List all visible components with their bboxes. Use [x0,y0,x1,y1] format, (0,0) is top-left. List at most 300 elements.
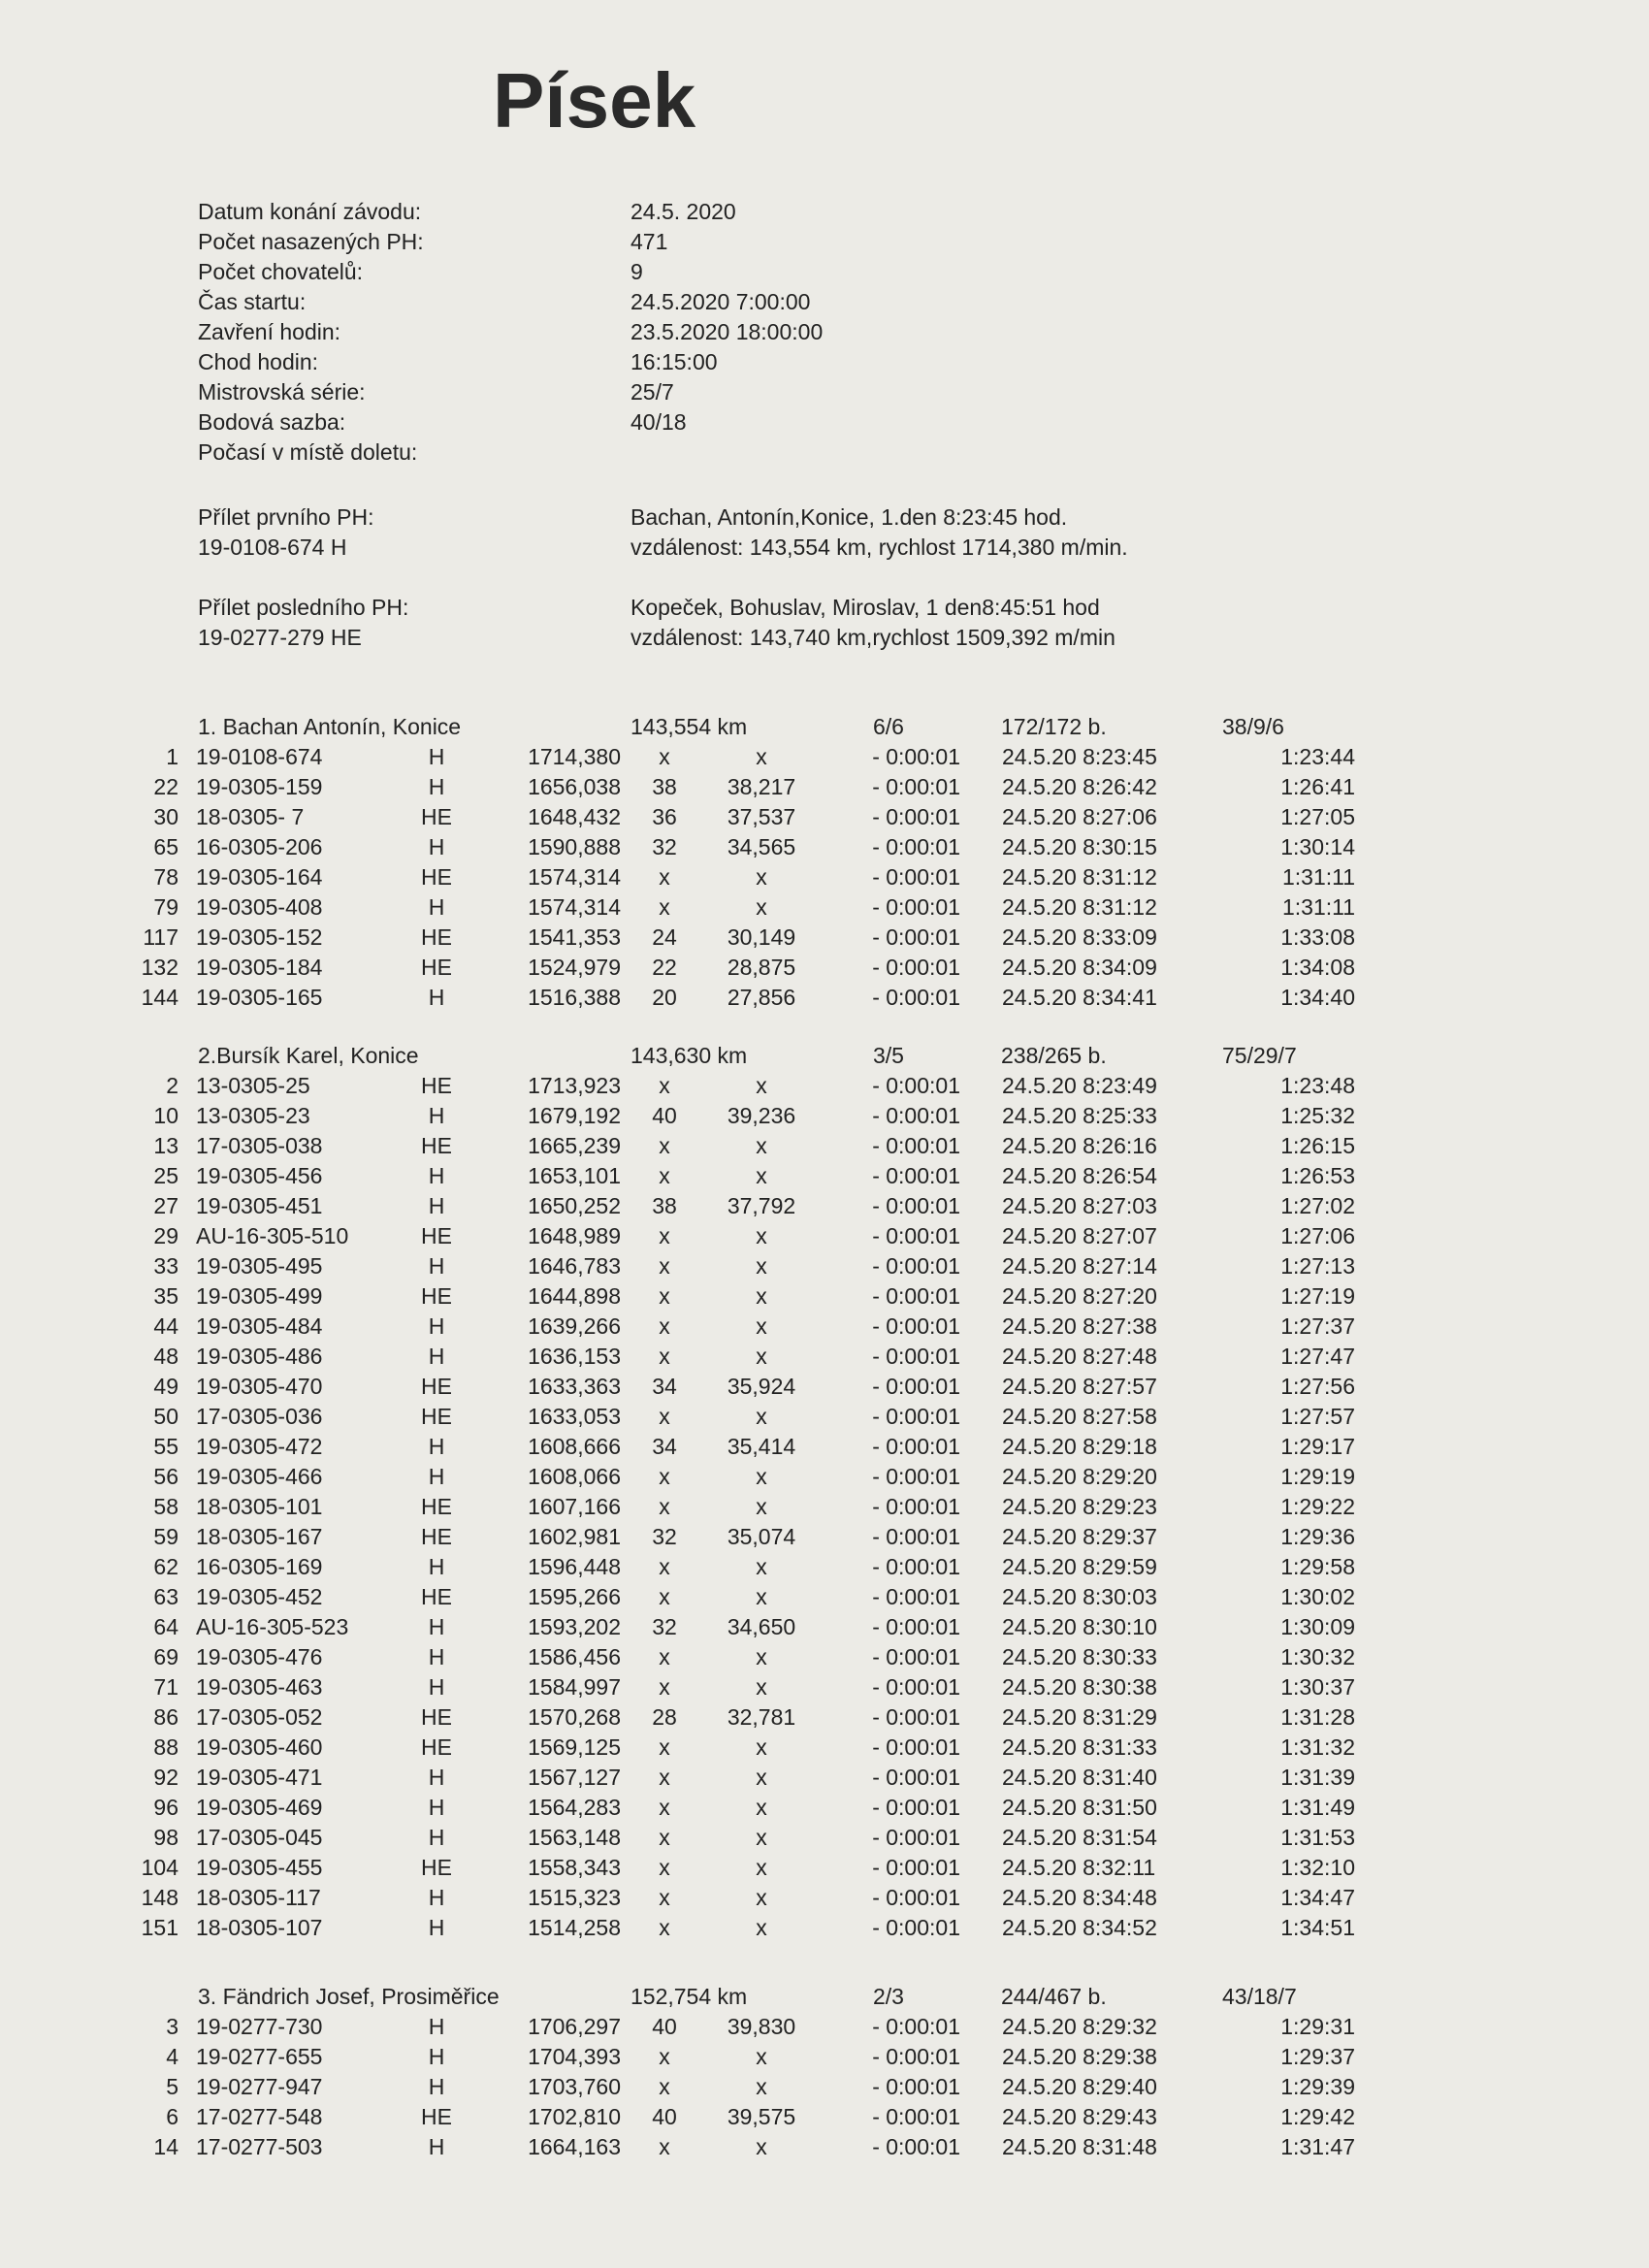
ring-number: 17-0305-036 [196,1404,323,1429]
arrival-time: 24.5.20 8:29:59 [1002,1554,1157,1579]
coefficient: 37,792 [727,1193,796,1218]
arrival-time: 24.5.20 8:31:40 [1002,1765,1157,1790]
arrival-time: 24.5.20 8:27:06 [1002,804,1157,829]
clock-correction: - 0:00:01 [872,1674,960,1700]
points: x [659,1644,670,1669]
sex: HE [421,1494,452,1519]
race-info-label: Bodová sazba: [198,409,346,435]
coefficient: x [756,1644,767,1669]
arrival-time: 24.5.20 8:30:15 [1002,834,1157,859]
table-row [0,1191,1649,1221]
sex: HE [421,955,452,980]
rank: 50 [153,1404,178,1429]
points: x [659,864,670,890]
arrival-time: 24.5.20 8:27:38 [1002,1313,1157,1339]
sex: HE [421,864,452,890]
table-row [0,1702,1649,1733]
breeder-name: 2.Bursík Karel, Konice [198,1043,419,1068]
ring-number: 19-0305-470 [196,1374,323,1399]
rank: 88 [153,1734,178,1760]
clock-correction: - 0:00:01 [872,1734,960,1760]
arrival-time: 24.5.20 8:27:20 [1002,1283,1157,1309]
ring-number: 19-0305-499 [196,1283,323,1309]
table-row [0,1071,1649,1101]
flight-time: 1:23:48 [1280,1073,1355,1098]
arrival-time: 24.5.20 8:23:45 [1002,744,1157,769]
rank: 104 [141,1855,178,1880]
table-row [0,802,1649,832]
speed: 1703,760 [528,2074,621,2099]
speed: 1706,297 [528,2014,621,2039]
flight-time: 1:29:17 [1280,1434,1355,1459]
ring-number: 18-0305- 7 [196,804,305,829]
table-row [0,2132,1649,2162]
last-arrival-label: Přílet posledního PH: [198,595,409,620]
arrival-time: 24.5.20 8:29:43 [1002,2104,1157,2129]
race-info-value: 9 [630,259,643,284]
points: x [659,1554,670,1579]
coefficient: x [756,1163,767,1188]
sex: HE [421,1133,452,1158]
points: 38 [652,774,677,799]
flight-time: 1:27:37 [1280,1313,1355,1339]
table-row [0,892,1649,923]
clock-correction: - 0:00:01 [872,1464,960,1489]
coefficient: 39,575 [727,2104,796,2129]
breeder-points: 238/265 b. [1001,1043,1107,1068]
ring-number: 19-0305-495 [196,1253,323,1279]
table-row [0,1913,1649,1943]
flight-time: 1:30:37 [1280,1674,1355,1700]
clock-correction: - 0:00:01 [872,1524,960,1549]
points: x [659,1765,670,1790]
ring-number: AU-16-305-510 [196,1223,349,1248]
flight-time: 1:23:44 [1280,744,1355,769]
rank: 3 [166,2014,178,2039]
arrival-time: 24.5.20 8:32:11 [1002,1855,1156,1880]
sex: H [428,1885,445,1910]
ring-number: 19-0305-408 [196,894,323,920]
coefficient: x [756,1494,767,1519]
table-row [0,1883,1649,1913]
speed: 1541,353 [528,924,621,950]
flight-time: 1:29:22 [1280,1494,1355,1519]
flight-time: 1:29:31 [1280,2014,1355,2039]
ring-number: 19-0305-471 [196,1765,323,1790]
race-info-label: Chod hodin: [198,349,319,374]
flight-time: 1:31:39 [1280,1765,1355,1790]
coefficient: x [756,1885,767,1910]
points: x [659,894,670,920]
points: x [659,1133,670,1158]
arrival-time: 24.5.20 8:31:33 [1002,1734,1157,1760]
speed: 1586,456 [528,1644,621,1669]
first-arrival-line1: Bachan, Antonín,Konice, 1.den 8:23:45 hod. [630,504,1068,530]
sex: H [428,1644,445,1669]
ring-number: 19-0305-472 [196,1434,323,1459]
flight-time: 1:32:10 [1280,1855,1355,1880]
clock-correction: - 0:00:01 [872,2044,960,2069]
arrival-time: 24.5.20 8:25:33 [1002,1103,1157,1128]
breeder-distance: 152,754 km [630,1984,748,2009]
clock-correction: - 0:00:01 [872,864,960,890]
rank: 65 [153,834,178,859]
speed: 1567,127 [528,1765,621,1790]
rank: 35 [153,1283,178,1309]
clock-correction: - 0:00:01 [872,774,960,799]
coefficient: x [756,1554,767,1579]
flight-time: 1:30:32 [1280,1644,1355,1669]
rank: 10 [153,1103,178,1128]
rank: 98 [153,1825,178,1850]
coefficient: 34,650 [727,1614,796,1639]
flight-time: 1:27:19 [1280,1283,1355,1309]
ring-number: 19-0305-165 [196,985,323,1010]
race-info-label: Mistrovská série: [198,379,366,405]
sex: H [428,1464,445,1489]
points: 40 [652,2104,677,2129]
arrival-time: 24.5.20 8:27:03 [1002,1193,1157,1218]
ring-number: 19-0305-486 [196,1344,323,1369]
coefficient: x [756,1795,767,1820]
table-row [0,1672,1649,1702]
rank: 25 [153,1163,178,1188]
table-row [0,1281,1649,1312]
table-row [0,2042,1649,2072]
table-row [0,953,1649,983]
rank: 117 [143,924,178,950]
ring-number: 19-0305-484 [196,1313,323,1339]
points: 40 [652,2014,677,2039]
ring-number: 19-0305-456 [196,1163,323,1188]
coefficient: x [756,1734,767,1760]
table-row [0,1612,1649,1642]
clock-correction: - 0:00:01 [872,1313,960,1339]
table-row [0,1372,1649,1402]
flight-time: 1:34:51 [1280,1915,1355,1940]
speed: 1702,810 [528,2104,621,2129]
flight-time: 1:27:13 [1280,1253,1355,1279]
clock-correction: - 0:00:01 [872,1704,960,1730]
flight-time: 1:26:41 [1280,774,1355,799]
rank: 62 [153,1554,178,1579]
speed: 1593,202 [528,1614,621,1639]
breeder-header [0,712,1649,742]
flight-time: 1:27:47 [1280,1344,1355,1369]
flight-time: 1:31:11 [1281,864,1355,890]
clock-correction: - 0:00:01 [872,1163,960,1188]
ring-number: 18-0305-107 [196,1915,323,1940]
ring-number: 19-0305-452 [196,1584,323,1609]
flight-time: 1:30:14 [1280,834,1355,859]
flight-time: 1:27:05 [1280,804,1355,829]
rank: 64 [153,1614,178,1639]
coefficient: 35,074 [727,1524,796,1549]
race-info-value: 40/18 [630,409,687,435]
points: x [659,1734,670,1760]
sex: H [428,1313,445,1339]
breeder-name: 3. Fändrich Josef, Prosiměřice [198,1984,500,2009]
sex: HE [421,1073,452,1098]
speed: 1574,314 [528,894,621,920]
speed: 1653,101 [528,1163,621,1188]
arrival-time: 24.5.20 8:27:07 [1002,1223,1157,1248]
rank: 92 [153,1765,178,1790]
speed: 1679,192 [528,1103,621,1128]
speed: 1564,283 [528,1795,621,1820]
ring-number: 18-0305-117 [196,1885,321,1910]
rank: 63 [153,1584,178,1609]
table-row [0,1161,1649,1191]
sex: H [428,985,445,1010]
ring-number: 18-0305-101 [196,1494,323,1519]
speed: 1656,038 [528,774,621,799]
table-row [0,923,1649,953]
flight-time: 1:27:56 [1280,1374,1355,1399]
speed: 1590,888 [528,834,621,859]
flight-time: 1:29:37 [1280,2044,1355,2069]
sex: HE [421,1734,452,1760]
clock-correction: - 0:00:01 [872,1434,960,1459]
table-row [0,1823,1649,1853]
table-row [0,1582,1649,1612]
rank: 96 [153,1795,178,1820]
last-arrival-ring: 19-0277-279 HE [198,625,362,650]
sex: H [428,2044,445,2069]
ring-number: 19-0305-184 [196,955,323,980]
arrival-time: 24.5.20 8:27:58 [1002,1404,1157,1429]
speed: 1713,923 [528,1073,621,1098]
rank: 22 [153,774,178,799]
table-row [0,1221,1649,1251]
ring-number: AU-16-305-523 [196,1614,349,1639]
flight-time: 1:31:28 [1280,1704,1355,1730]
points: 34 [652,1434,677,1459]
points: 40 [652,1103,677,1128]
race-info-value: 25/7 [630,379,674,405]
coefficient: 35,414 [727,1434,796,1459]
coefficient: x [756,1223,767,1248]
flight-time: 1:29:36 [1280,1524,1355,1549]
speed: 1515,323 [528,1885,621,1910]
sex: HE [421,1704,452,1730]
clock-correction: - 0:00:01 [872,1374,960,1399]
rank: 49 [153,1374,178,1399]
speed: 1644,898 [528,1283,621,1309]
speed: 1607,166 [528,1494,621,1519]
coefficient: 35,924 [727,1374,796,1399]
arrival-time: 24.5.20 8:27:48 [1002,1344,1157,1369]
coefficient: 38,217 [727,774,796,799]
sex: H [428,1915,445,1940]
arrival-time: 24.5.20 8:26:42 [1002,774,1157,799]
race-info-label: Datum konání závodu: [198,199,422,224]
flight-time: 1:29:42 [1280,2104,1355,2129]
clock-correction: - 0:00:01 [872,2134,960,2159]
coefficient: x [756,1283,767,1309]
points: x [659,2074,670,2099]
sex: HE [421,924,452,950]
breeder-distance: 143,554 km [630,714,748,739]
clock-correction: - 0:00:01 [872,804,960,829]
rank: 132 [141,955,178,980]
ring-number: 17-0305-045 [196,1825,323,1850]
speed: 1664,163 [528,2134,621,2159]
clock-correction: - 0:00:01 [872,1223,960,1248]
coefficient: x [756,1825,767,1850]
race-info-label: Počasí v místě doletu: [198,439,418,465]
ring-number: 19-0305-476 [196,1644,323,1669]
rank: 144 [141,985,178,1010]
sex: HE [421,2104,452,2129]
arrival-time: 24.5.20 8:30:33 [1002,1644,1157,1669]
speed: 1608,066 [528,1464,621,1489]
table-row [0,1432,1649,1462]
ring-number: 17-0305-052 [196,1704,323,1730]
arrival-time: 24.5.20 8:23:49 [1002,1073,1157,1098]
clock-correction: - 0:00:01 [872,1644,960,1669]
rank: 151 [141,1915,178,1940]
points: 32 [652,1614,677,1639]
points: x [659,1464,670,1489]
rank: 56 [153,1464,178,1489]
flight-time: 1:29:19 [1280,1464,1355,1489]
ring-number: 17-0277-503 [196,2134,323,2159]
arrival-time: 24.5.20 8:31:29 [1002,1704,1157,1730]
coefficient: x [756,864,767,890]
table-row [0,2102,1649,2132]
ring-number: 19-0277-655 [196,2044,323,2069]
arrival-time: 24.5.20 8:29:20 [1002,1464,1157,1489]
points: x [659,1855,670,1880]
ring-number: 19-0305-463 [196,1674,323,1700]
flight-time: 1:31:47 [1280,2134,1355,2159]
speed: 1596,448 [528,1554,621,1579]
arrival-time: 24.5.20 8:26:54 [1002,1163,1157,1188]
coefficient: 39,830 [727,2014,796,2039]
clock-correction: - 0:00:01 [872,2014,960,2039]
coefficient: x [756,1855,767,1880]
sex: H [428,1434,445,1459]
race-info-value: 16:15:00 [630,349,718,374]
table-row [0,1522,1649,1552]
points: x [659,1313,670,1339]
sex: H [428,1193,445,1218]
sex: H [428,774,445,799]
breeder-name: 1. Bachan Antonín, Konice [198,714,462,739]
flight-time: 1:34:47 [1280,1885,1355,1910]
points: 38 [652,1193,677,1218]
points: x [659,1825,670,1850]
ring-number: 16-0305-169 [196,1554,323,1579]
arrival-time: 24.5.20 8:29:18 [1002,1434,1157,1459]
breeder-count: 2/3 [873,1984,904,2009]
race-info-label: Počet chovatelů: [198,259,364,284]
clock-correction: - 0:00:01 [872,1584,960,1609]
points: x [659,1915,670,1940]
speed: 1714,380 [528,744,621,769]
flight-time: 1:34:08 [1280,955,1355,980]
rank: 71 [153,1674,178,1700]
points: x [659,1885,670,1910]
arrival-time: 24.5.20 8:26:16 [1002,1133,1157,1158]
speed: 1650,252 [528,1193,621,1218]
clock-correction: - 0:00:01 [872,2104,960,2129]
sex: H [428,1344,445,1369]
rank: 30 [153,804,178,829]
table-row [0,1552,1649,1582]
rank: 29 [153,1223,178,1248]
ring-number: 19-0305-164 [196,864,323,890]
clock-correction: - 0:00:01 [872,985,960,1010]
rank: 4 [166,2044,178,2069]
table-row [0,1793,1649,1823]
rank: 69 [153,1644,178,1669]
coefficient: x [756,1674,767,1700]
sex: HE [421,1404,452,1429]
flight-time: 1:31:32 [1280,1734,1355,1760]
page-title: Písek [493,57,696,144]
arrival-time: 24.5.20 8:30:10 [1002,1614,1157,1639]
speed: 1602,981 [528,1524,621,1549]
breeder-header [0,1041,1649,1071]
breeder-points: 172/172 b. [1001,714,1107,739]
clock-correction: - 0:00:01 [872,1855,960,1880]
speed: 1574,314 [528,864,621,890]
coefficient: x [756,1404,767,1429]
table-row [0,742,1649,772]
first-arrival-line2: vzdálenost: 143,554 km, rychlost 1714,380 m/min. [630,535,1128,560]
sex: HE [421,1855,452,1880]
breeder-series: 38/9/6 [1222,714,1284,739]
speed: 1558,343 [528,1855,621,1880]
sex: H [428,1163,445,1188]
speed: 1665,239 [528,1133,621,1158]
coefficient: x [756,744,767,769]
arrival-time: 24.5.20 8:29:32 [1002,2014,1157,2039]
sex: H [428,1103,445,1128]
breeder-series: 43/18/7 [1222,1984,1297,2009]
rank: 13 [153,1133,178,1158]
table-row [0,1131,1649,1161]
clock-correction: - 0:00:01 [872,1253,960,1279]
coefficient: x [756,1133,767,1158]
race-info-label: Zavření hodin: [198,319,341,344]
speed: 1595,266 [528,1584,621,1609]
clock-correction: - 0:00:01 [872,834,960,859]
points: x [659,1795,670,1820]
sex: H [428,894,445,920]
speed: 1524,979 [528,955,621,980]
sex: H [428,2014,445,2039]
table-row [0,1342,1649,1372]
ring-number: 19-0277-730 [196,2014,323,2039]
rank: 48 [153,1344,178,1369]
speed: 1514,258 [528,1915,621,1940]
coefficient: x [756,1915,767,1940]
coefficient: 28,875 [727,955,796,980]
coefficient: x [756,1584,767,1609]
rank: 78 [153,864,178,890]
arrival-time: 24.5.20 8:29:23 [1002,1494,1157,1519]
sex: HE [421,1524,452,1549]
points: 28 [652,1704,677,1730]
speed: 1636,153 [528,1344,621,1369]
table-row [0,1763,1649,1793]
breeder-distance: 143,630 km [630,1043,748,1068]
points: x [659,1344,670,1369]
clock-correction: - 0:00:01 [872,1795,960,1820]
